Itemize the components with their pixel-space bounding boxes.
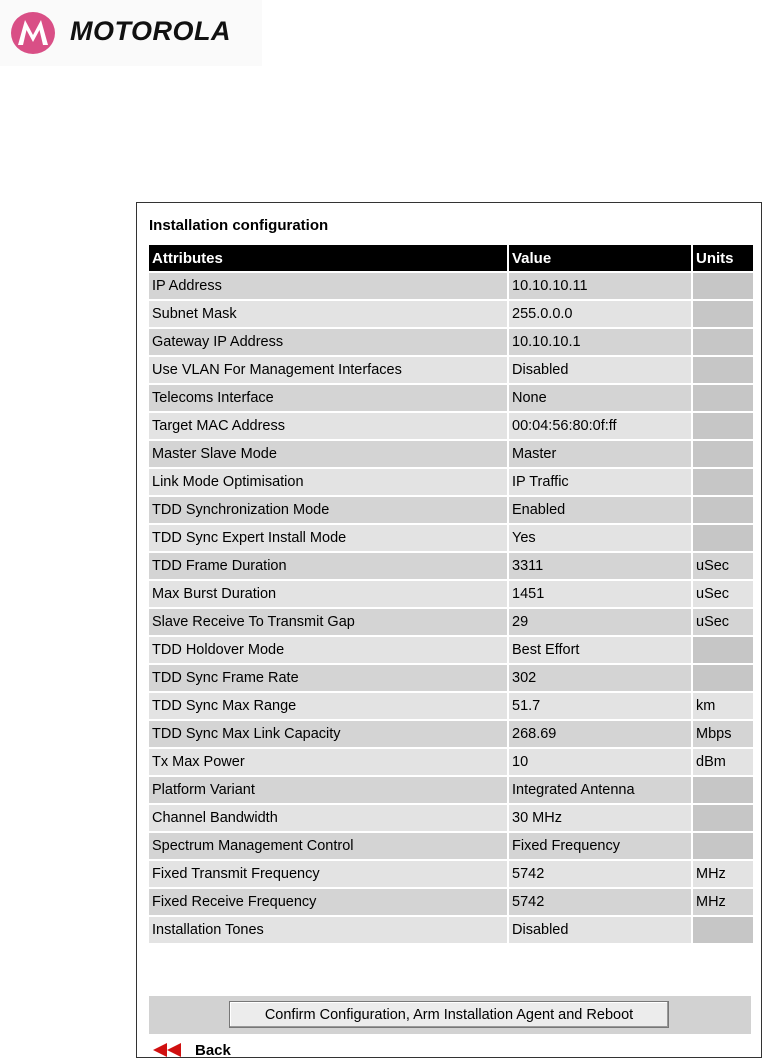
- attribute-cell: Subnet Mask: [149, 301, 507, 327]
- value-cell: 30 MHz: [509, 805, 691, 831]
- table-row: [149, 301, 753, 327]
- column-header-units: Units: [693, 245, 753, 271]
- attribute-cell: Spectrum Management Control: [149, 833, 507, 859]
- units-cell: uSec: [693, 581, 753, 607]
- double-left-arrow-icon: [153, 1043, 185, 1057]
- table-row: [149, 889, 753, 915]
- units-cell: [693, 329, 753, 355]
- table-row: [149, 665, 753, 691]
- value-cell: 10.10.10.11: [509, 273, 691, 299]
- attribute-cell: Installation Tones: [149, 917, 507, 943]
- attribute-cell: TDD Sync Frame Rate: [149, 665, 507, 691]
- units-cell: [693, 497, 753, 523]
- attribute-cell: TDD Sync Max Link Capacity: [149, 721, 507, 747]
- units-cell: [693, 833, 753, 859]
- value-cell: Yes: [509, 525, 691, 551]
- table-body: [149, 273, 753, 943]
- value-cell: 29: [509, 609, 691, 635]
- attribute-cell: TDD Synchronization Mode: [149, 497, 507, 523]
- value-cell: Fixed Frequency: [509, 833, 691, 859]
- table-row: [149, 385, 753, 411]
- value-cell: 3311: [509, 553, 691, 579]
- value-cell: 302: [509, 665, 691, 691]
- attribute-cell: TDD Sync Max Range: [149, 693, 507, 719]
- value-cell: IP Traffic: [509, 469, 691, 495]
- attribute-cell: Link Mode Optimisation: [149, 469, 507, 495]
- back-link[interactable]: [153, 1041, 231, 1059]
- table-row: [149, 721, 753, 747]
- table-row: [149, 469, 753, 495]
- attribute-cell: Tx Max Power: [149, 749, 507, 775]
- attribute-cell: Telecoms Interface: [149, 385, 507, 411]
- value-cell: Master: [509, 441, 691, 467]
- value-cell: Disabled: [509, 917, 691, 943]
- units-cell: [693, 637, 753, 663]
- value-cell: Disabled: [509, 357, 691, 383]
- attribute-cell: Gateway IP Address: [149, 329, 507, 355]
- value-cell: 268.69: [509, 721, 691, 747]
- attribute-cell: Master Slave Mode: [149, 441, 507, 467]
- back-label: Back: [195, 1041, 231, 1059]
- table-row: [149, 553, 753, 579]
- units-cell: MHz: [693, 861, 753, 887]
- confirm-configuration-button[interactable]: Confirm Configuration, Arm Installation Agent and Reboot: [229, 1001, 669, 1028]
- table-row: [149, 497, 753, 523]
- table-row: [149, 357, 753, 383]
- column-header-value: Value: [509, 245, 691, 271]
- value-cell: 10: [509, 749, 691, 775]
- attribute-cell: Max Burst Duration: [149, 581, 507, 607]
- attribute-cell: Target MAC Address: [149, 413, 507, 439]
- units-cell: [693, 525, 753, 551]
- value-cell: Best Effort: [509, 637, 691, 663]
- value-cell: None: [509, 385, 691, 411]
- installation-configuration-panel: [136, 202, 762, 1058]
- table-row: [149, 273, 753, 299]
- table-row: [149, 749, 753, 775]
- units-cell: [693, 805, 753, 831]
- table-row: [149, 413, 753, 439]
- units-cell: Mbps: [693, 721, 753, 747]
- attribute-cell: Slave Receive To Transmit Gap: [149, 609, 507, 635]
- table-row: [149, 833, 753, 859]
- motorola-batwing-logo-icon: [10, 11, 56, 55]
- attribute-cell: Use VLAN For Management Interfaces: [149, 357, 507, 383]
- table-row: [149, 525, 753, 551]
- value-cell: 255.0.0.0: [509, 301, 691, 327]
- units-cell: [693, 273, 753, 299]
- button-bar: [149, 996, 751, 1034]
- value-cell: 5742: [509, 861, 691, 887]
- attribute-cell: TDD Holdover Mode: [149, 637, 507, 663]
- value-cell: 5742: [509, 889, 691, 915]
- units-cell: MHz: [693, 889, 753, 915]
- table-header-row: [149, 245, 753, 271]
- column-header-attributes: Attributes: [149, 245, 507, 271]
- units-cell: uSec: [693, 553, 753, 579]
- units-cell: [693, 469, 753, 495]
- table-row: [149, 917, 753, 943]
- table-row: [149, 693, 753, 719]
- value-cell: 51.7: [509, 693, 691, 719]
- attribute-cell: Platform Variant: [149, 777, 507, 803]
- units-cell: dBm: [693, 749, 753, 775]
- table-row: [149, 637, 753, 663]
- value-cell: 10.10.10.1: [509, 329, 691, 355]
- units-cell: [693, 357, 753, 383]
- units-cell: [693, 665, 753, 691]
- value-cell: Integrated Antenna: [509, 777, 691, 803]
- units-cell: [693, 301, 753, 327]
- table-row: [149, 609, 753, 635]
- attribute-cell: Fixed Transmit Frequency: [149, 861, 507, 887]
- brand-name: MOTOROLA: [70, 16, 231, 46]
- units-cell: uSec: [693, 609, 753, 635]
- units-cell: [693, 413, 753, 439]
- attribute-cell: IP Address: [149, 273, 507, 299]
- value-cell: Enabled: [509, 497, 691, 523]
- units-cell: km: [693, 693, 753, 719]
- motorola-logo: [0, 0, 262, 66]
- attribute-cell: TDD Frame Duration: [149, 553, 507, 579]
- units-cell: [693, 385, 753, 411]
- attribute-cell: Fixed Receive Frequency: [149, 889, 507, 915]
- value-cell: 00:04:56:80:0f:ff: [509, 413, 691, 439]
- table-row: [149, 581, 753, 607]
- value-cell: 1451: [509, 581, 691, 607]
- configuration-table: [147, 243, 755, 945]
- table-row: [149, 329, 753, 355]
- panel-title: Installation configuration: [149, 217, 329, 234]
- units-cell: [693, 917, 753, 943]
- table-row: [149, 441, 753, 467]
- attribute-cell: Channel Bandwidth: [149, 805, 507, 831]
- units-cell: [693, 777, 753, 803]
- table-row: [149, 777, 753, 803]
- table-row: [149, 805, 753, 831]
- units-cell: [693, 441, 753, 467]
- table-row: [149, 861, 753, 887]
- attribute-cell: TDD Sync Expert Install Mode: [149, 525, 507, 551]
